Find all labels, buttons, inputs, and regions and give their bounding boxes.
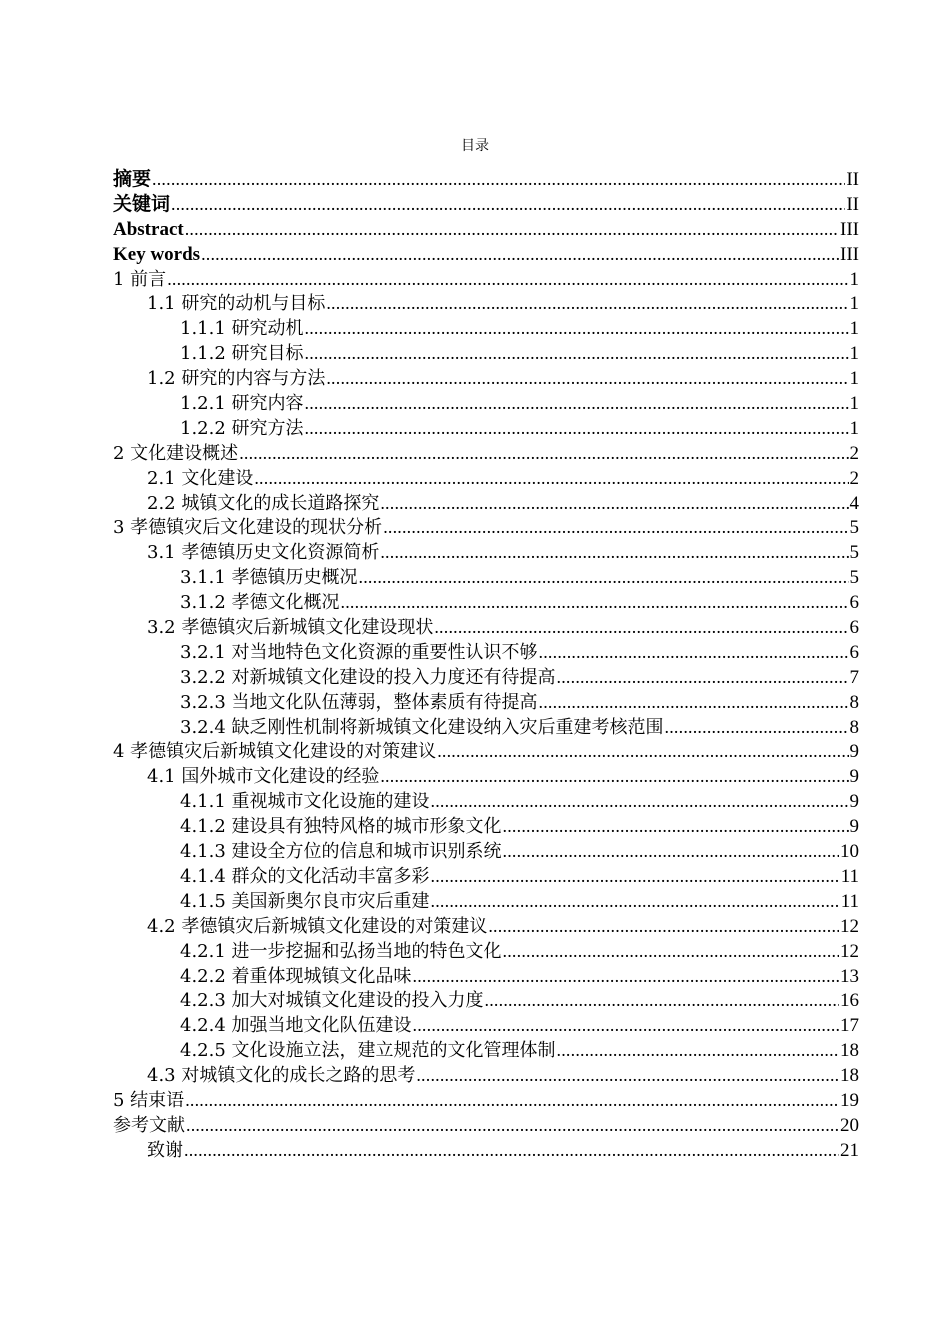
toc-entry-label: 4.2.5 文化设施立法，建立规范的文化管理体制	[180, 1040, 556, 1062]
toc-entry-page-number: 2	[849, 442, 859, 464]
toc-entry[interactable]	[113, 192, 859, 217]
toc-entry-page-number: 1	[849, 293, 859, 315]
toc-entry-page-number: 9	[849, 766, 859, 788]
toc-entry[interactable]	[113, 715, 859, 740]
toc-entry-page-number: 19	[840, 1089, 859, 1111]
toc-entry-page-number: 1	[849, 343, 859, 365]
toc-entry-page-number: 2	[849, 467, 859, 489]
toc-entry-label: 4.1.3 建设全方位的信息和城市识别系统	[180, 841, 502, 863]
toc-dot-leader	[380, 491, 848, 516]
toc-dot-leader	[413, 964, 839, 989]
toc-entry-page-number: 7	[849, 666, 859, 688]
toc-dot-leader	[557, 665, 849, 690]
toc-entry[interactable]	[113, 540, 859, 565]
toc-dot-leader	[383, 515, 848, 540]
toc-entry-page-number: 12	[840, 940, 859, 962]
toc-dot-leader	[201, 242, 839, 267]
toc-entry-label: 4.2.1 进一步挖掘和弘扬当地的特色文化	[180, 940, 502, 962]
toc-dot-leader	[503, 939, 839, 964]
toc-entry-page-number: 5	[849, 517, 859, 539]
toc-entry[interactable]	[113, 590, 859, 615]
toc-entry-page-number: 18	[840, 1065, 859, 1087]
toc-entry-label: 4.2.3 加大对城镇文化建设的投入力度	[180, 990, 484, 1012]
toc-entry[interactable]	[113, 615, 859, 640]
toc-dot-leader	[326, 291, 848, 316]
toc-dot-leader	[305, 341, 849, 366]
toc-entry-page-number: 5	[849, 542, 859, 564]
toc-dot-leader	[665, 715, 849, 740]
toc-entry-label: 4.3 对城镇文化的成长之路的思考	[147, 1065, 416, 1087]
toc-dot-leader	[305, 391, 849, 416]
toc-entry[interactable]	[113, 565, 859, 590]
toc-entry-label: 4.2.2 着重体现城镇文化品味	[180, 965, 412, 987]
toc-entry[interactable]	[113, 964, 859, 989]
toc-entry[interactable]	[113, 1138, 859, 1163]
toc-entry-label: Key words	[113, 243, 201, 265]
toc-entry[interactable]	[113, 167, 859, 192]
toc-entry[interactable]	[113, 366, 859, 391]
toc-entry-page-number: 11	[840, 890, 859, 912]
toc-entry-label: 1.2 研究的内容与方法	[147, 368, 326, 390]
toc-entry-label: 3.2.3 当地文化队伍薄弱，整体素质有待提高	[180, 691, 538, 713]
toc-entry[interactable]	[113, 1038, 859, 1063]
toc-entry-label: 摘要	[113, 169, 152, 190]
toc-dot-leader	[152, 167, 845, 192]
toc-entry-page-number: 9	[849, 816, 859, 838]
toc-entry[interactable]	[113, 217, 859, 242]
toc-dot-leader	[184, 1138, 839, 1163]
toc-entry-label: 3 孝德镇灾后文化建设的现状分析	[113, 517, 383, 539]
toc-entry-label: 致谢	[147, 1139, 183, 1161]
toc-entry[interactable]	[113, 665, 859, 690]
toc-entry-label: 1 前言	[113, 268, 167, 290]
toc-dot-leader	[434, 615, 848, 640]
toc-entry[interactable]	[113, 839, 859, 864]
toc-entry-page-number: 8	[849, 691, 859, 713]
toc-entry-label: 4.1.5 美国新奥尔良市灾后重建	[180, 890, 430, 912]
toc-entry[interactable]	[113, 864, 859, 889]
toc-entry-label: 1.1.1 研究动机	[180, 318, 304, 340]
toc-entry-page-number: III	[840, 218, 859, 240]
toc-dot-leader	[254, 466, 848, 491]
toc-entry[interactable]	[113, 739, 859, 764]
toc-entry-page-number: 1	[849, 268, 859, 290]
toc-dot-leader	[539, 690, 849, 715]
toc-entry-page-number: 4	[849, 492, 859, 514]
toc-entry[interactable]	[113, 889, 859, 914]
toc-dot-leader	[305, 416, 849, 441]
toc-dot-leader	[326, 366, 848, 391]
toc-entry-label: 3.1.1 孝德镇历史概况	[180, 567, 358, 589]
toc-entry[interactable]	[113, 416, 859, 441]
toc-dot-leader	[413, 1013, 839, 1038]
toc-entry-label: 1.2.1 研究内容	[180, 393, 304, 415]
toc-dot-leader	[431, 864, 840, 889]
toc-entry[interactable]	[113, 341, 859, 366]
toc-dot-leader	[171, 192, 845, 217]
toc-entry[interactable]	[113, 242, 859, 267]
toc-dot-leader	[380, 764, 848, 789]
toc-entry-page-number: 11	[840, 865, 859, 887]
toc-entry-label: 3.1.2 孝德文化概况	[180, 592, 340, 614]
toc-entry-page-number: 1	[849, 318, 859, 340]
toc-entry-label: 3.1 孝德镇历史文化资源简析	[147, 542, 380, 564]
toc-entry-page-number: 13	[840, 965, 859, 987]
toc-dot-leader	[167, 267, 848, 292]
toc-dot-leader	[359, 565, 849, 590]
toc-entry[interactable]	[113, 1088, 859, 1113]
toc-dot-leader	[431, 789, 849, 814]
toc-dot-leader	[239, 441, 848, 466]
toc-entry-label: 4.2.4 加强当地文化队伍建设	[180, 1015, 412, 1037]
toc-entry-page-number: 12	[840, 915, 859, 937]
toc-entry-label: 4 孝德镇灾后新城镇文化建设的对策建议	[113, 741, 437, 763]
toc-entry-label: 1.2.2 研究方法	[180, 417, 304, 439]
toc-dot-leader	[380, 540, 848, 565]
toc-entry-label: 1.1 研究的动机与目标	[147, 293, 326, 315]
toc-entry[interactable]	[113, 316, 859, 341]
toc-entry-label: 3.2.2 对新城镇文化建设的投入力度还有待提高	[180, 666, 556, 688]
toc-entry[interactable]	[113, 914, 859, 939]
toc-entry-page-number: 1	[849, 417, 859, 439]
toc-entry[interactable]	[113, 939, 859, 964]
toc-entry[interactable]	[113, 789, 859, 814]
toc-entry-page-number: 17	[840, 1015, 859, 1037]
toc-entry[interactable]	[113, 491, 859, 516]
toc-entry-page-number: 9	[849, 791, 859, 813]
toc-entry[interactable]	[113, 291, 859, 316]
toc-entry-page-number: 6	[849, 617, 859, 639]
toc-entry-page-number: 1	[849, 393, 859, 415]
toc-entry[interactable]	[113, 1113, 859, 1138]
toc-entry[interactable]	[113, 466, 859, 491]
toc-entry-page-number: II	[846, 193, 859, 215]
toc-entry[interactable]	[113, 764, 859, 789]
toc-dot-leader	[185, 217, 839, 242]
toc-dot-leader	[416, 1063, 839, 1088]
toc-entry-page-number: 8	[849, 716, 859, 738]
toc-dot-leader	[488, 914, 839, 939]
toc-entry-label: 2.1 文化建设	[147, 467, 254, 489]
toc-entry[interactable]	[113, 690, 859, 715]
toc-entry-label: 3.2.4 缺乏刚性机制将新城镇文化建设纳入灾后重建考核范围	[180, 716, 664, 738]
toc-entry-page-number: 9	[849, 741, 859, 763]
toc-entry-label: 2 文化建设概述	[113, 442, 239, 464]
table-of-contents	[113, 167, 859, 1163]
toc-entry-page-number: 5	[849, 567, 859, 589]
toc-entry-label: 参考文献	[113, 1114, 185, 1136]
toc-dot-leader	[503, 814, 849, 839]
toc-dot-leader	[485, 988, 839, 1013]
toc-entry-page-number: 10	[840, 841, 859, 863]
toc-dot-leader	[185, 1088, 839, 1113]
toc-entry[interactable]	[113, 640, 859, 665]
toc-entry[interactable]	[113, 391, 859, 416]
toc-entry[interactable]	[113, 441, 859, 466]
toc-entry[interactable]	[113, 814, 859, 839]
toc-entry[interactable]	[113, 1013, 859, 1038]
toc-dot-leader	[539, 640, 849, 665]
toc-dot-leader	[557, 1038, 839, 1063]
toc-dot-leader	[186, 1113, 839, 1138]
toc-entry-label: 4.2 孝德镇灾后新城镇文化建设的对策建议	[147, 915, 488, 937]
toc-entry-label: 4.1 国外城市文化建设的经验	[147, 766, 380, 788]
toc-entry-label: 4.1.1 重视城市文化设施的建设	[180, 791, 430, 813]
toc-entry-page-number: 20	[840, 1114, 859, 1136]
toc-entry-page-number: II	[846, 169, 859, 190]
toc-entry-label: 3.2.1 对当地特色文化资源的重要性认识不够	[180, 641, 538, 663]
toc-entry[interactable]	[113, 988, 859, 1013]
toc-entry-label: 4.1.4 群众的文化活动丰富多彩	[180, 865, 430, 887]
toc-entry-label: 3.2 孝德镇灾后新城镇文化建设现状	[147, 617, 434, 639]
toc-entry-label: 5 结束语	[113, 1089, 185, 1111]
toc-dot-leader	[431, 889, 840, 914]
toc-dot-leader	[503, 839, 839, 864]
toc-entry-label: 4.1.2 建设具有独特风格的城市形象文化	[180, 816, 502, 838]
toc-entry-page-number: III	[840, 243, 859, 265]
toc-entry-page-number: 18	[840, 1040, 859, 1062]
toc-entry[interactable]	[113, 1063, 859, 1088]
toc-entry-page-number: 6	[849, 592, 859, 614]
toc-entry-label: Abstract	[113, 218, 184, 240]
page-title: 目录	[461, 138, 489, 154]
toc-entry-label: 2.2 城镇文化的成长道路探究	[147, 492, 380, 514]
toc-entry-page-number: 6	[849, 641, 859, 663]
toc-entry-label: 关键词	[113, 193, 171, 215]
toc-entry[interactable]	[113, 515, 859, 540]
toc-entry-page-number: 21	[840, 1139, 859, 1161]
toc-entry-label: 1.1.2 研究目标	[180, 343, 304, 365]
toc-entry-page-number: 1	[849, 368, 859, 390]
toc-entry[interactable]	[113, 267, 859, 292]
toc-dot-leader	[341, 590, 849, 615]
toc-entry-page-number: 16	[840, 990, 859, 1012]
toc-dot-leader	[305, 316, 849, 341]
toc-dot-leader	[437, 739, 848, 764]
